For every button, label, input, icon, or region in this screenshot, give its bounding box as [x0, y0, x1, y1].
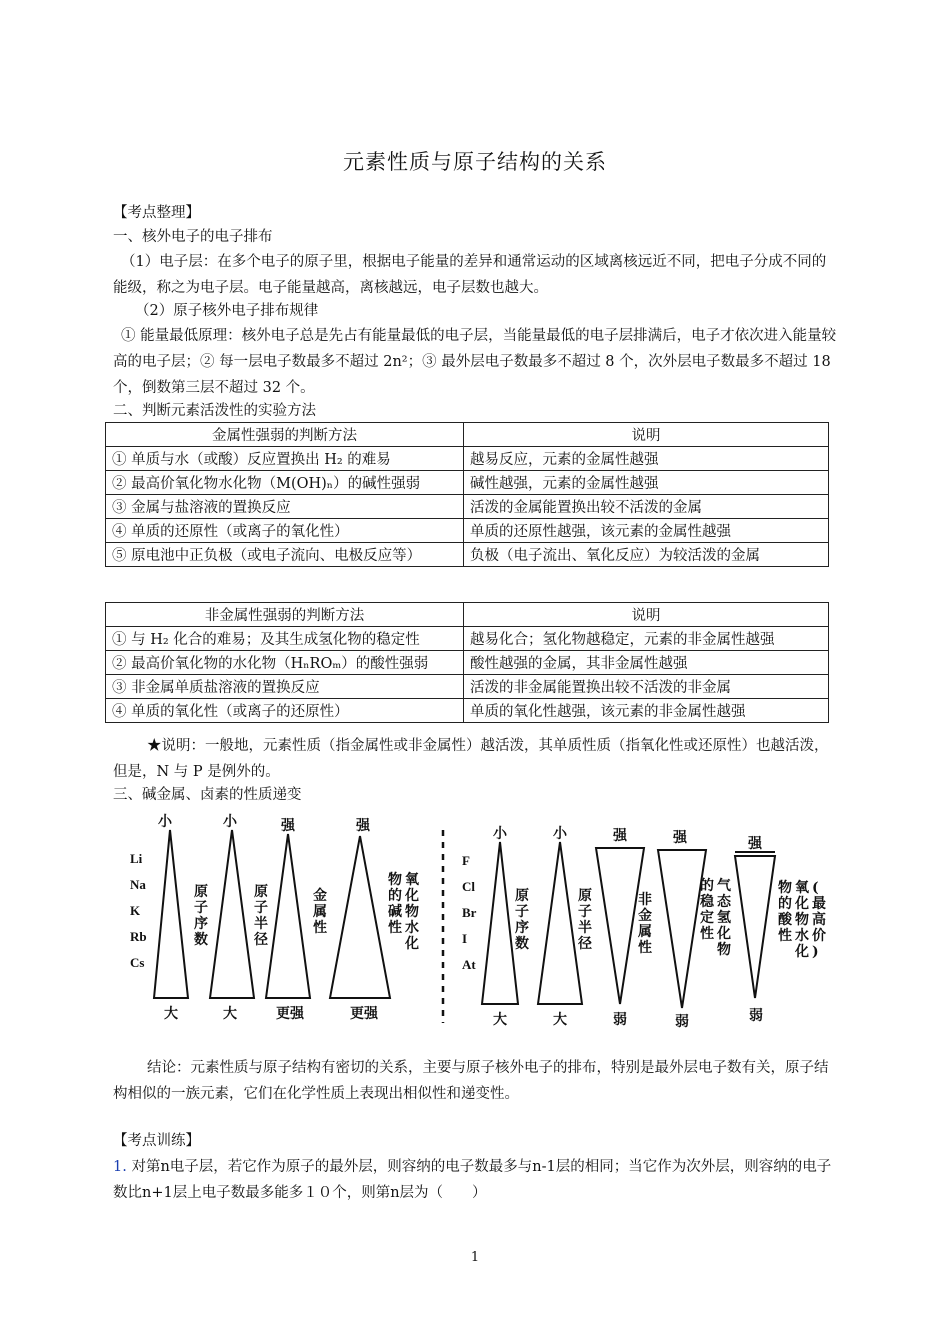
wedge-oxyacid-acidity	[735, 836, 826, 1024]
conclusion-paragraph: 结论：元素性质与原子结构有密切的关系，主要与原子核外电子的排布，特别是最外层电子数有关，原子结构相似的一族元素，它们在化学性质上表现出相似性和递变性。	[113, 1060, 829, 1102]
wedge-top-label: 强	[673, 830, 687, 846]
table-row	[106, 627, 829, 651]
wedge-bottom-label: 弱	[675, 1014, 689, 1030]
question-1	[113, 1154, 838, 1206]
table-row	[106, 543, 829, 567]
table-header-row	[106, 603, 829, 627]
table-cell: 单质的氧化性越强，该元素的非金属性越强	[464, 699, 829, 723]
wedge-metallic-character	[266, 818, 327, 1022]
table-cell: ① 与 H₂ 化合的难易；及其生成氢化物的稳定性	[106, 627, 464, 651]
wedge-bottom-label: 大	[493, 1012, 507, 1028]
wedge-side-label: 原子半径	[254, 884, 268, 948]
element-label: I	[462, 931, 468, 946]
table-cell: ③ 金属与盐溶液的置换反应	[106, 495, 464, 519]
wedge-bottom-label: 大	[164, 1006, 178, 1022]
wedge-shape	[596, 848, 644, 1004]
table-cell: 碱性越强，元素的金属性越强	[464, 471, 829, 495]
table-row	[106, 699, 829, 723]
table-cell: 活泼的金属能置换出较不活泼的金属	[464, 495, 829, 519]
note-paragraph: ★说明：一般地，元素性质（指金属性或非金属性）越活泼，其单质性质（指氧化性或还原性）也越活泼，但是，N 与 P 是例外的。	[113, 738, 829, 780]
periodic-trend-figure	[118, 808, 830, 1033]
wedge-top-label: 小	[553, 826, 567, 842]
table-header-row	[106, 423, 829, 447]
wedge-bottom-label: 大	[553, 1012, 567, 1028]
alkali-element-column	[130, 851, 147, 970]
wedge-bottom-label: 弱	[613, 1012, 627, 1028]
element-label: F	[462, 853, 470, 868]
table-row	[106, 651, 829, 675]
wedge-top-label: 小	[158, 814, 172, 830]
wedge-nonmetallic-character	[596, 828, 652, 1028]
table-cell: ② 最高价氧化物水化物（M(OH)ₙ）的碱性强弱	[106, 471, 464, 495]
wedge-hydride-stability	[658, 830, 732, 1030]
table-header-cell: 非金属性强弱的判断方法	[106, 603, 464, 627]
wedge-side-label: 原子序数	[194, 884, 208, 948]
wedge-bottom-label: 更强	[350, 1006, 378, 1022]
s1-paragraph-1: （1）电子层：在多个电子的原子里，根据电子能量的差异和通常运动的区域离核远近不同，把电子分成不同的能级，称之为电子层。电子能量越高，离核越远，电子层数也越大。	[113, 254, 827, 296]
table-row	[106, 519, 829, 543]
table-header-cell: 说明	[464, 603, 829, 627]
question-text: 对第n电子层，若它作为原子的最外层，则容纳的电子数最多与n-1层的相同；当它作为次外层，则容纳的电子数比n+1层上电子数最多能多１０个，则第n层为（ ）	[113, 1159, 832, 1201]
table-cell: 负极（电子流出、氧化反应）为较活泼的金属	[464, 543, 829, 567]
s2-heading: 二、判断元素活泼性的实验方法	[113, 403, 316, 419]
wedge-top-label: 强	[748, 836, 762, 852]
table-cell: ④ 单质的氧化性（或离子的还原性）	[106, 699, 464, 723]
element-label: Cl	[462, 879, 475, 894]
table-cell: ④ 单质的还原性（或离子的氧化性）	[106, 519, 464, 543]
metal-judgement-table	[105, 422, 829, 567]
table-cell: ③ 非金属单质盐溶液的置换反应	[106, 675, 464, 699]
table-cell: ① 单质与水（或酸）反应置换出 H₂ 的难易	[106, 447, 464, 471]
table-cell: ⑤ 原电池中正负极（或电子流向、电极反应等）	[106, 543, 464, 567]
wedge-shape	[210, 830, 254, 998]
table-cell: 活泼的非金属能置换出较不活泼的非金属	[464, 675, 829, 699]
wedge-top-label: 小	[493, 826, 507, 842]
element-label: Br	[462, 905, 477, 920]
element-label: Na	[130, 877, 146, 892]
element-label: Rb	[130, 929, 147, 944]
table-row	[106, 675, 829, 699]
table-row	[106, 447, 829, 471]
wedge-shape	[735, 856, 775, 998]
wedge-top-label: 强	[356, 818, 370, 834]
wedge-shape	[154, 830, 188, 998]
table-cell: 越易反应，元素的金属性越强	[464, 447, 829, 471]
table-header-cell: 金属性强弱的判断方法	[106, 423, 464, 447]
table-cell: 单质的还原性越强，该元素的金属性越强	[464, 519, 829, 543]
wedge-bottom-label: 弱	[749, 1008, 763, 1024]
wedge-side-label: (最高价)氧化物水化物的酸性	[778, 880, 826, 960]
wedge-bottom-label: 大	[223, 1006, 237, 1022]
element-label: K	[130, 903, 141, 918]
wedge-atomic-number-halogen	[482, 826, 529, 1028]
wedge-top-label: 强	[613, 828, 627, 844]
s3-heading: 三、碱金属、卤素的性质递变	[113, 787, 302, 803]
wedge-side-label: 非金属性	[638, 892, 652, 956]
wedge-side-label: 氧化物水化物的碱性	[388, 872, 419, 952]
s1-heading: 一、核外电子的电子排布	[113, 229, 273, 245]
section-xunlian-heading: 【考点训练】	[113, 1133, 200, 1149]
wedge-atomic-radius-halogen	[538, 826, 592, 1028]
table-row	[106, 471, 829, 495]
table-cell: 酸性越强的金属，其非金属性越强	[464, 651, 829, 675]
wedge-atomic-radius-alkali	[210, 814, 268, 1022]
question-number: 1.	[113, 1159, 127, 1175]
halogen-element-column	[462, 853, 477, 972]
wedge-side-label: 原子序数	[515, 888, 529, 952]
page-title: 元素性质与原子结构的关系	[343, 150, 607, 174]
s1-paragraph-3: ① 能量最低原理：核外电子总是先占有能量最低的电子层，当能量最低的电子层排满后，电子才依次进入能量较高的电子层；② 每一层电子数最多不超过 2n²；③ 最外层电子数最多不超过 8 个，次外层电子数最多不超过 18 个，倒数第三层不超过 32 个。	[113, 328, 837, 396]
s1-paragraph-2: （2）原子核外电子排布规律	[135, 303, 319, 319]
wedge-side-label: 金属性	[313, 888, 327, 936]
table-cell: 越易化合；氢化物越稳定，元素的非金属性越强	[464, 627, 829, 651]
element-label: Cs	[130, 955, 145, 970]
wedge-top-label: 小	[223, 814, 237, 830]
wedge-bottom-label: 更强	[276, 1006, 304, 1022]
wedge-top-label: 强	[281, 818, 295, 834]
wedge-atomic-number-alkali	[154, 814, 208, 1022]
element-label: Li	[130, 851, 143, 866]
wedge-side-label: 原子半径	[578, 888, 592, 952]
wedge-hydroxide-basicity	[330, 818, 420, 1022]
wedge-side-label: 气态氢化物的稳定性	[700, 878, 731, 958]
table-cell: ② 最高价氧化物的水化物（HₙROₘ）的酸性强弱	[106, 651, 464, 675]
element-label: At	[462, 957, 476, 972]
table-header-cell: 说明	[464, 423, 829, 447]
wedge-shape	[330, 836, 390, 998]
section-kaodian-heading: 【考点整理】	[113, 205, 200, 221]
wedge-shape	[538, 842, 582, 1004]
table-row	[106, 495, 829, 519]
page-number: 1	[470, 1250, 480, 1265]
wedge-shape	[658, 850, 706, 1008]
wedge-shape	[482, 842, 518, 1004]
wedge-shape	[266, 834, 310, 998]
nonmetal-judgement-table	[105, 602, 829, 723]
